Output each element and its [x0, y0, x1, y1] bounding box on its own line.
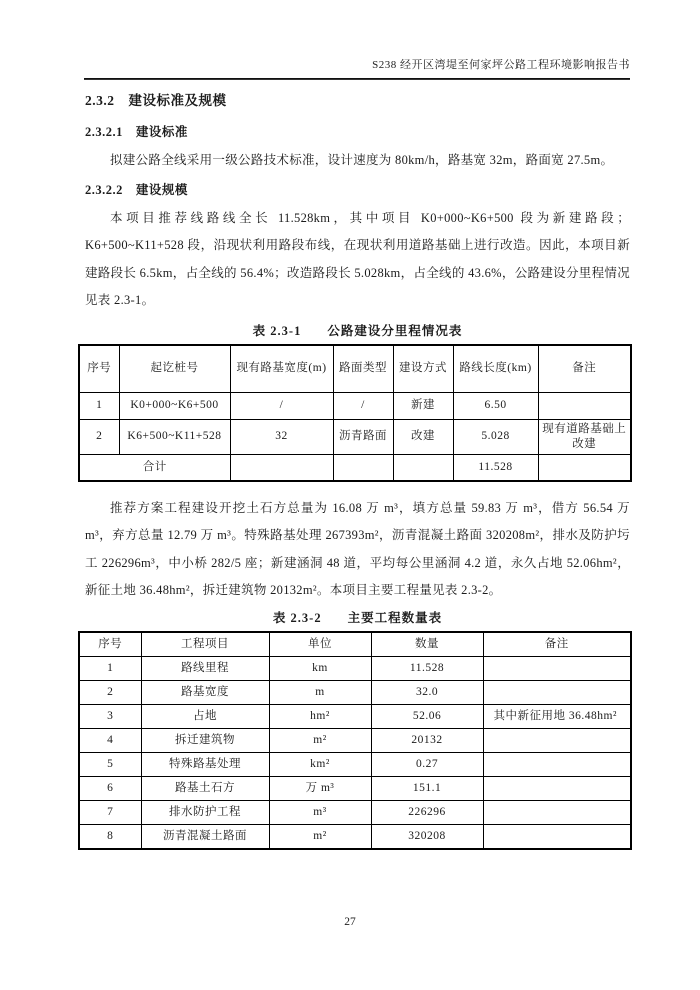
cell-item: 路线里程: [141, 656, 269, 680]
cell-total-label: 合计: [79, 454, 230, 481]
cell-quantity: 226296: [371, 800, 483, 824]
page-number: 27: [344, 916, 356, 928]
cell-quantity: 20132: [371, 728, 483, 752]
paragraph-construction-scale: 本项目推荐线路线全长 11.528km，其中项目 K0+000~K6+500 段为新建路段；K6+500~K11+528 段，沿现状利用路段布线，在现状利用道路基础上进行改造。因此，本项目新建路段长 6.5km，占全线的 56.4%；改造路段长 5.028km，占全线的 43.6%，公路建设分里程情况见表 2.3-1。: [85, 210, 630, 307]
col-header-stake: 起讫桩号: [119, 345, 230, 393]
cell-unit: hm²: [269, 704, 371, 728]
cell-index: 7: [79, 800, 141, 824]
quantities-table: [78, 631, 632, 850]
cell-index: 8: [79, 824, 141, 849]
cell-item: 排水防护工程: [141, 800, 269, 824]
mileage-table-row-2: [79, 419, 631, 454]
cell-remark: [483, 776, 631, 800]
cell-existing-width: /: [230, 392, 333, 419]
cell-unit: m²: [269, 728, 371, 752]
section-heading-2-3-2-1: 2.3.2.1 建设标准: [85, 125, 188, 139]
cell-item: 占地: [141, 704, 269, 728]
cell-stake: K0+000~K6+500: [119, 392, 230, 419]
quantities-table-row-8: [79, 824, 631, 849]
cell-surface-type: 沥青路面: [333, 419, 393, 454]
col-header-item: 工程项目: [141, 632, 269, 657]
cell-remark: [538, 392, 631, 419]
quantities-table-row-3: [79, 704, 631, 728]
cell-existing-width: 32: [230, 419, 333, 454]
cell-index: 1: [79, 656, 141, 680]
cell-unit: m³: [269, 800, 371, 824]
cell-index: 2: [79, 680, 141, 704]
cell-index: 6: [79, 776, 141, 800]
cell-quantity: 11.528: [371, 656, 483, 680]
cell-remark: [483, 824, 631, 849]
mileage-table-total-row: [79, 454, 631, 481]
cell-item: 路基土石方: [141, 776, 269, 800]
mileage-table-row-1: [79, 392, 631, 419]
col-header-remark: 备注: [538, 345, 631, 393]
cell-empty: [538, 454, 631, 481]
cell-empty: [230, 454, 333, 481]
paragraph-construction-standard: 拟建公路全线采用一级公路技术标准，设计速度为 80km/h，路基宽 32m，路面宽 27.5m。: [110, 153, 614, 167]
cell-unit: m: [269, 680, 371, 704]
cell-index: 2: [79, 419, 119, 454]
table1-caption: [85, 322, 630, 341]
col-header-remark: 备注: [483, 632, 631, 657]
cell-length: 5.028: [453, 419, 538, 454]
header-title: S238 经开区湾堤至何家坪公路工程环境影响报告书: [372, 59, 630, 71]
cell-remark: [483, 800, 631, 824]
table1-caption-title: 公路建设分里程情况表: [327, 323, 463, 338]
page-content: [85, 92, 630, 850]
cell-length: 6.50: [453, 392, 538, 419]
table1-caption-label: 表 2.3-1: [252, 323, 302, 338]
cell-remark: 现有道路基础上改建: [538, 419, 631, 454]
cell-build-method: 改建: [393, 419, 453, 454]
cell-item: 拆迁建筑物: [141, 728, 269, 752]
cell-index: 3: [79, 704, 141, 728]
cell-quantity: 151.1: [371, 776, 483, 800]
quantities-table-row-1: [79, 656, 631, 680]
quantities-table-row-7: [79, 800, 631, 824]
quantities-table-header-row: [79, 632, 631, 657]
cell-remark: [483, 728, 631, 752]
cell-stake: K6+500~K11+528: [119, 419, 230, 454]
quantities-table-row-5: [79, 752, 631, 776]
cell-unit: km²: [269, 752, 371, 776]
mileage-table: [78, 344, 632, 482]
cell-build-method: 新建: [393, 392, 453, 419]
header-rule: [84, 78, 630, 80]
cell-unit: m²: [269, 824, 371, 849]
col-header-existing-width: 现有路基宽度(m): [230, 345, 333, 393]
cell-quantity: 32.0: [371, 680, 483, 704]
table2-caption: [85, 609, 630, 628]
col-header-unit: 单位: [269, 632, 371, 657]
cell-remark: [483, 680, 631, 704]
table2-caption-title: 主要工程数量表: [347, 610, 443, 625]
cell-index: 5: [79, 752, 141, 776]
mileage-table-header-row: [79, 345, 631, 393]
cell-empty: [393, 454, 453, 481]
cell-item: 特殊路基处理: [141, 752, 269, 776]
cell-quantity: 320208: [371, 824, 483, 849]
col-header-length: 路线长度(km): [453, 345, 538, 393]
quantities-table-row-6: [79, 776, 631, 800]
quantities-table-row-2: [79, 680, 631, 704]
table2-caption-label: 表 2.3-2: [272, 610, 322, 625]
cell-remark: [483, 656, 631, 680]
section-heading-2-3-2: 2.3.2 建设标准及规模: [85, 93, 227, 108]
cell-remark: 其中新征用地 36.48hm²: [483, 704, 631, 728]
cell-empty: [333, 454, 393, 481]
cell-unit: km: [269, 656, 371, 680]
paragraph-work-quantities: 推荐方案工程建设开挖土石方总量为 16.08 万 m³，填方总量 59.83 万 m³，借方 56.54 万 m³，弃方总量 12.79 万 m³。特殊路基处理 267393m²，沥青混凝土路面 320208m²，排水及防护圬工 226296m³，中小桥 282/5 座；新建涵洞 48 道，平均每公里涵洞 4.2 道，永久占地 52.06hm²，新征土地 36.48hm²，拆迁建筑物 20132m²。本项目主要工程量见表 2.3-2。: [85, 500, 630, 597]
col-header-index: 序号: [79, 632, 141, 657]
cell-index: 4: [79, 728, 141, 752]
cell-remark: [483, 752, 631, 776]
cell-item: 路基宽度: [141, 680, 269, 704]
cell-item: 沥青混凝土路面: [141, 824, 269, 849]
cell-index: 1: [79, 392, 119, 419]
cell-unit: 万 m³: [269, 776, 371, 800]
cell-total-length: 11.528: [453, 454, 538, 481]
col-header-quantity: 数量: [371, 632, 483, 657]
cell-surface-type: /: [333, 392, 393, 419]
col-header-surface-type: 路面类型: [333, 345, 393, 393]
cell-quantity: 0.27: [371, 752, 483, 776]
section-heading-2-3-2-2: 2.3.2.2 建设规模: [85, 182, 188, 197]
col-header-index: 序号: [79, 345, 119, 393]
col-header-build-method: 建设方式: [393, 345, 453, 393]
quantities-table-row-4: [79, 728, 631, 752]
running-header: [85, 56, 630, 72]
cell-quantity: 52.06: [371, 704, 483, 728]
